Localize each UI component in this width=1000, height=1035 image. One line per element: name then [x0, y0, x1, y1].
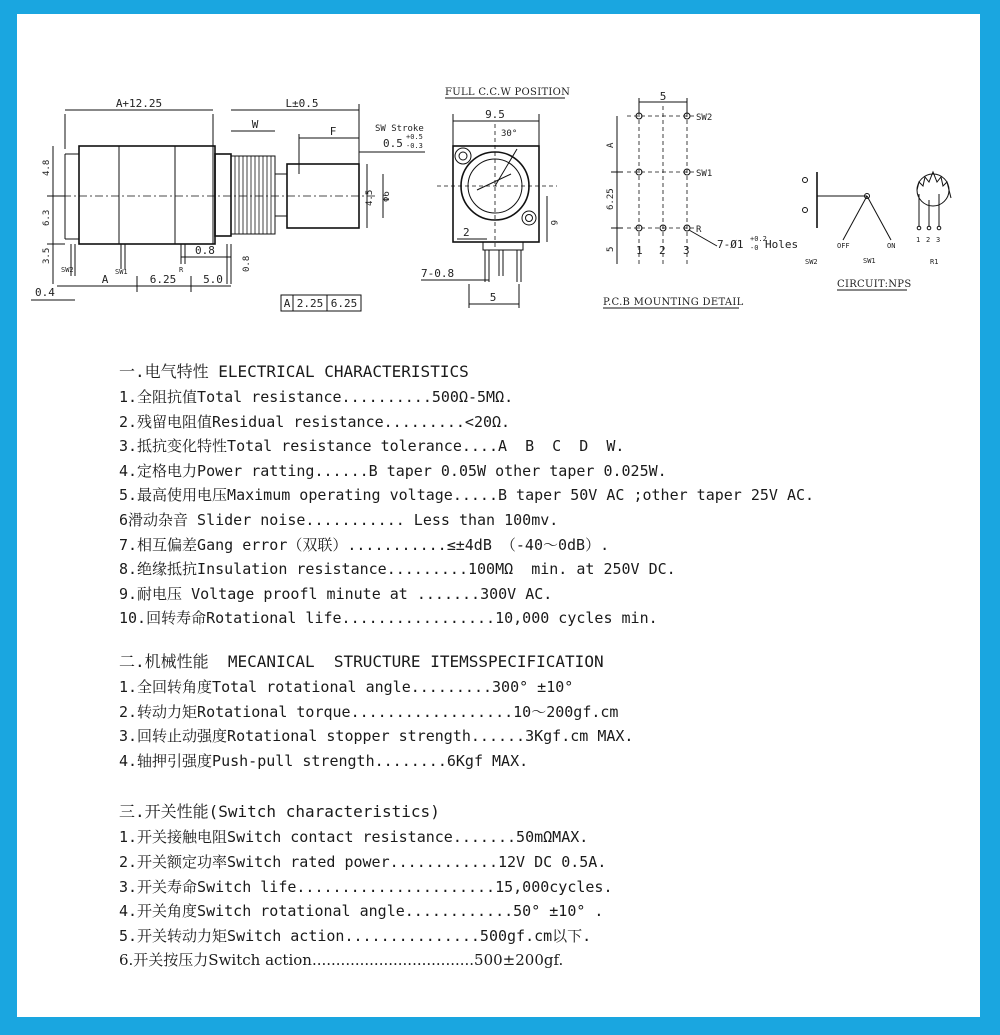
pcb-holes-tol-bot: -0	[750, 244, 759, 252]
table-cell-2-25: 2.25	[296, 297, 324, 310]
spec-item: 10.回转寿命Rotational life.................10,000 cycles min.	[119, 609, 658, 628]
pcb-dim-5b: 5	[606, 246, 616, 252]
section-title: 二.机械性能 MECANICAL STRUCTURE ITEMSSPECIFICATION	[119, 651, 604, 671]
section-mechanical	[119, 649, 959, 773]
table-cell-a: A	[283, 297, 291, 310]
dim-0-8b: 0.8	[242, 255, 252, 272]
dim-w: W	[251, 118, 259, 131]
dim-6: 6	[548, 220, 558, 226]
circuit-pin1: 1	[916, 236, 921, 244]
circuit-sw2: SW2	[805, 258, 818, 266]
front-view	[421, 87, 570, 308]
dim-7-0-8: 7-0.8	[421, 267, 455, 280]
pcb-holes-prefix: 7-Ø1	[717, 238, 744, 251]
spec-item: 2.转动力矩Rotational torque..................10～200gf.cm	[119, 702, 619, 721]
pcb-holes-tol-top: +0.2	[750, 235, 767, 243]
spec-item: 1.全阻抗值Total resistance..........500Ω-5MΩ.	[119, 388, 514, 406]
dim-5: 5	[489, 291, 497, 304]
circuit-diagram	[803, 172, 952, 290]
section-electrical	[119, 359, 959, 631]
dim-0-8a: 0.8	[195, 244, 215, 257]
spec-item: 2.残留电阻值Residual resistance.........<20Ω.	[119, 412, 511, 431]
spec-item: 2.开关额定功率Switch rated power............12V DC 0.5A.	[119, 852, 607, 871]
technical-drawing	[17, 14, 980, 344]
dim-sw-stroke: SW Stroke	[375, 124, 424, 134]
dim-6-3: 6.3	[42, 209, 52, 226]
pcb-caption: P.C.B MOUNTING DETAIL	[603, 297, 744, 308]
section-title: 三.开关性能(Switch characteristics)	[119, 802, 440, 822]
dim-9-5: 9.5	[485, 108, 505, 121]
pcb-label-sw2: SW2	[696, 113, 713, 123]
dim-phi6: Φ6	[382, 191, 392, 202]
label-sw1: SW1	[115, 268, 128, 276]
dim-5-0: 5.0	[203, 273, 223, 286]
spec-item: 4.轴押引强度Push-pull strength........6Kgf MAX.	[119, 751, 529, 770]
spec-item: 1.开关接触电阻Switch contact resistance.......50mΩMAX.	[119, 828, 589, 847]
pcb-pin-2: 2	[659, 244, 666, 257]
spec-item: 7.相互偏差Gang error（双联）...........≤±4dB （-40～0dB）.	[119, 535, 610, 554]
dim-2: 2	[463, 226, 470, 239]
pcb-dim-6-25: 6.25	[606, 188, 616, 210]
dim-a-plus: A+12.25	[115, 97, 163, 110]
circuit-pin2: 2	[926, 236, 931, 244]
spec-item: 8.绝缘抵抗Insulation resistance.........100MΩ min. at 250V DC.	[119, 560, 676, 579]
front-view-caption: FULL C.C.W POSITION	[445, 87, 571, 98]
spec-item: 1.全回转角度Total rotational angle.........300° ±10°	[119, 677, 574, 696]
circuit-on: ON	[887, 242, 896, 250]
pcb-label-sw1: SW1	[696, 169, 713, 179]
spec-item: 5.开关转动力矩Switch action...............500gf.cm以下.	[119, 926, 592, 945]
dim-3-5: 3.5	[42, 247, 52, 264]
circuit-off: OFF	[837, 242, 850, 250]
section-title: 一.电气特性 ELECTRICAL CHARACTERISTICS	[119, 362, 469, 381]
dim-sw-stroke-tol-top: +0.5	[406, 133, 423, 141]
pcb-pin-3: 3	[683, 244, 690, 257]
circuit-caption: CIRCUIT:NPS	[837, 279, 912, 290]
side-view	[31, 97, 425, 311]
dim-f: F	[329, 125, 337, 138]
pcb-pin-1: 1	[636, 244, 643, 257]
specifications	[119, 359, 959, 991]
spec-item: 5.最高使用电压Maximum operating voltage.....B taper 50V AC ;other taper 25V AC.	[119, 486, 815, 505]
pcb-holes-suffix: Holes	[765, 238, 799, 251]
dim-sw-stroke-tol-bot: -0.3	[406, 142, 423, 150]
dim-6-25: 6.25	[149, 273, 177, 286]
table-cell-6-25: 6.25	[330, 297, 358, 310]
pcb-dim-a: A	[606, 142, 616, 148]
spec-item: 3.回转止动强度Rotational stopper strength......3Kgf.cm MAX.	[119, 727, 634, 746]
spec-item: 4.开关角度Switch rotational angle............50° ±10° .	[119, 902, 604, 921]
dim-4-8: 4.8	[42, 159, 52, 176]
circuit-r1: R1	[930, 258, 939, 266]
dim-a: A	[101, 273, 109, 286]
pcb-dim-5: 5	[659, 90, 667, 103]
spec-item: 9.耐电压 Voltage proofl minute at .......300V AC.	[119, 584, 553, 603]
label-sw2: SW2	[61, 266, 74, 274]
dim-l: L±0.5	[285, 97, 319, 110]
spec-item: 6.开关按压力Switch action..................................500±200gf.	[119, 951, 564, 970]
pcb-label-r: R	[696, 225, 702, 235]
datasheet-page	[17, 14, 980, 1017]
circuit-sw1: SW1	[863, 257, 876, 265]
circuit-pin3: 3	[936, 236, 941, 244]
spec-item: 3.开关寿命Switch life......................15,000cycles.	[119, 877, 613, 896]
section-switch	[119, 799, 959, 973]
drawing-svg	[17, 14, 980, 344]
dim-30-deg: 30°	[501, 129, 518, 139]
dim-0-4: 0.4	[35, 286, 55, 299]
label-r: R	[179, 266, 184, 274]
pcb-detail	[603, 90, 798, 308]
spec-item: 6滑动杂音 Slider noise........... Less than 100mv.	[119, 510, 559, 529]
dim-sw-stroke-val: 0.5	[383, 137, 403, 150]
spec-item: 3.抵抗变化特性Total resistance tolerance....A B C D W.	[119, 437, 625, 456]
dim-4-5: 4.5	[365, 189, 375, 206]
spec-item: 4.定格电力Power ratting......B taper 0.05W other taper 0.025W.	[119, 461, 667, 480]
